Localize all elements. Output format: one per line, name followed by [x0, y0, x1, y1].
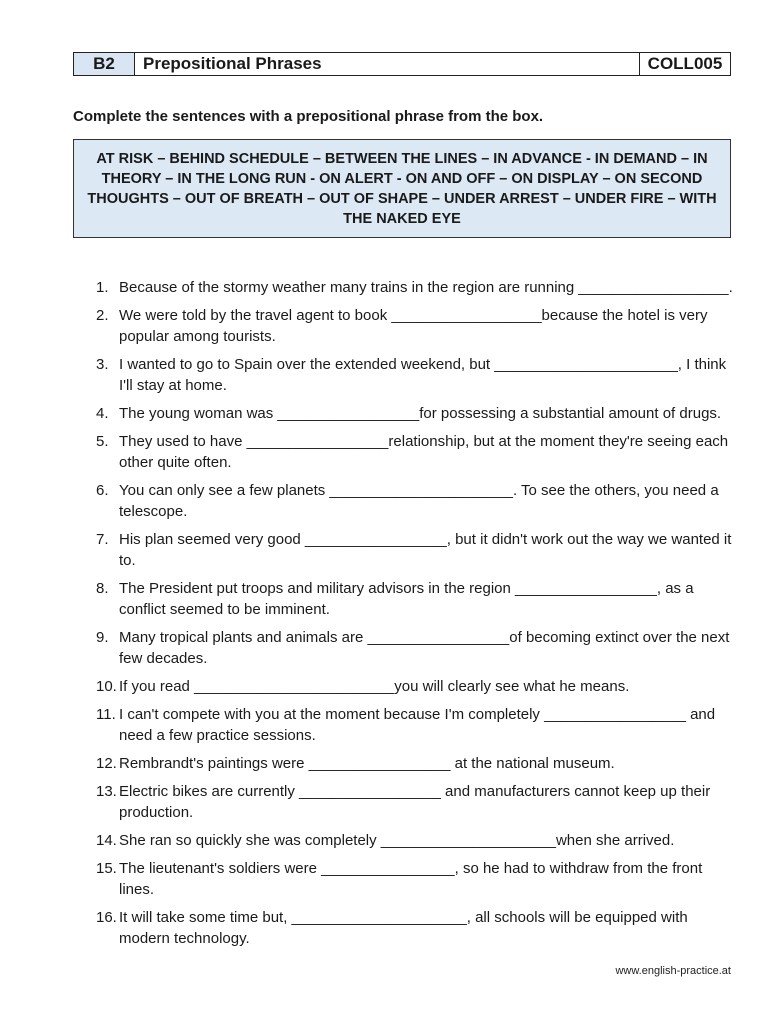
question-number: 3.	[96, 356, 109, 373]
question-number: 12.	[96, 755, 117, 772]
question-item	[96, 403, 736, 424]
question-number: 7.	[96, 531, 109, 548]
question-item	[96, 907, 736, 949]
question-item	[96, 676, 736, 697]
question-text: The young woman was _________________for possessing a substantial amount of drugs.	[119, 405, 722, 422]
question-number: 15.	[96, 860, 117, 877]
question-text: Electric bikes are currently _________________ and manufacturers cannot keep up their production.	[119, 783, 711, 821]
website-footer: www.english-practice.at	[615, 965, 731, 977]
question-item	[96, 480, 736, 522]
question-text: Because of the stormy weather many trains in the region are running __________________.	[119, 279, 733, 296]
question-text: The lieutenant's soldiers were ________________, so he had to withdraw from the front lines.	[119, 860, 703, 898]
worksheet-code: COLL005	[647, 54, 723, 73]
question-text: We were told by the travel agent to book __________________because the hotel is very popular among tourists.	[119, 307, 708, 345]
question-number: 9.	[96, 629, 109, 646]
question-item	[96, 277, 736, 298]
question-text: She ran so quickly she was completely _____________________when she arrived.	[119, 832, 675, 849]
phrase-list: AT RISK – BEHIND SCHEDULE – BETWEEN THE LINES – IN ADVANCE - IN DEMAND – IN THEORY – IN THE LONG RUN - ON ALERT - ON AND OFF – ON DISPLAY – ON SECOND THOUGHTS – OUT OF BREATH – OUT OF SHAPE – UNDER ARREST – UNDER FIRE – WITH THE NAKED EYE	[87, 150, 717, 227]
question-text: If you read ________________________you will clearly see what he means.	[119, 678, 630, 695]
question-item	[96, 354, 736, 396]
question-text: The President put troops and military advisors in the region _________________, as a conflict seemed to be imminent.	[119, 580, 694, 618]
question-number: 5.	[96, 433, 109, 450]
question-item	[96, 830, 736, 851]
question-text: It will take some time but, _____________________, all schools will be equipped with modern technology.	[119, 909, 688, 947]
question-text: I wanted to go to Spain over the extended weekend, but ______________________, I think I'll stay at home.	[119, 356, 727, 394]
instructions: Complete the sentences with a prepositional phrase from the box.	[73, 108, 544, 125]
question-text: Many tropical plants and animals are _________________of becoming extinct over the next few decades.	[119, 629, 730, 667]
level-label: B2	[74, 53, 135, 75]
question-number: 8.	[96, 580, 109, 597]
question-item	[96, 627, 736, 669]
question-list	[96, 277, 736, 956]
question-item	[96, 431, 736, 473]
question-number: 13.	[96, 783, 117, 800]
question-text: I can't compete with you at the moment because I'm completely _________________ and need a few practice sessions.	[119, 706, 716, 744]
question-item	[96, 704, 736, 746]
question-item	[96, 578, 736, 620]
worksheet-title: Prepositional Phrases	[135, 53, 640, 75]
question-item	[96, 781, 736, 823]
question-text: His plan seemed very good _________________, but it didn't work out the way we wanted it to.	[119, 531, 732, 569]
question-number: 1.	[96, 279, 109, 296]
question-number: 16.	[96, 909, 117, 926]
question-item	[96, 753, 736, 774]
question-text: You can only see a few planets ______________________. To see the others, you need a telescope.	[119, 482, 719, 520]
question-number: 4.	[96, 405, 109, 422]
question-item	[96, 529, 736, 571]
question-item	[96, 305, 736, 347]
question-text: Rembrandt's paintings were _________________ at the national museum.	[119, 755, 615, 772]
question-text: They used to have _________________relationship, but at the moment they're seeing each other quite often.	[119, 433, 729, 471]
question-number: 11.	[96, 706, 116, 723]
question-number: 2.	[96, 307, 109, 324]
phrase-box	[73, 139, 731, 238]
question-item	[96, 858, 736, 900]
question-number: 14.	[96, 832, 117, 849]
question-number: 6.	[96, 482, 109, 499]
question-number: 10.	[96, 678, 117, 695]
header-table	[73, 52, 731, 76]
